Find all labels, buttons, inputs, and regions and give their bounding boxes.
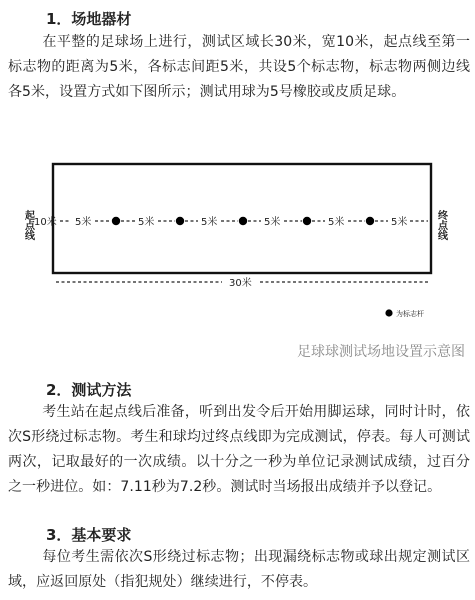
end-line-label: 终点线: [435, 210, 447, 240]
section-2-heading: 2．测试方法: [46, 381, 132, 399]
section-3-paragraph: [8, 545, 470, 595]
figure-caption: 足球球测试场地设置示意图: [297, 344, 465, 360]
marker-pole-4: [303, 217, 311, 225]
segment-label-3: 5米: [264, 217, 281, 228]
legend: [385, 309, 424, 318]
length-dimension: [56, 276, 428, 289]
legend-label: 为标志杆: [396, 310, 424, 318]
length-label: 30米: [229, 278, 252, 289]
section-3-text: 每位考生需依次S形绕过标志物；出现漏绕标志物或球出规定测试区域，应返回原处（指犯规处）继续进行，不停表。: [8, 549, 470, 590]
section-1-heading: 1．场地器材: [46, 10, 132, 28]
marker-pole-3: [239, 217, 247, 225]
section-2-paragraph: [8, 400, 470, 500]
section-3-heading: 3．基本要求: [46, 526, 132, 544]
field-diagram: [0, 140, 475, 340]
width-label: 10米: [34, 217, 57, 228]
marker-pole-1: [112, 217, 120, 225]
segment-label-0: 5米: [75, 217, 92, 228]
segment-label-4: 5米: [328, 217, 345, 228]
segment-label-1: 5米: [138, 217, 155, 228]
section-1-text: 在平整的足球场上进行，测试区域长30米，宽10米，起点线至第一标志物的距离为5米，各标志间距5米，共设5个标志物，标志物两侧边线各5米，设置方式如下图所示；测试用球为5号橡胶或皮质足球。: [8, 34, 470, 100]
start-line-label: 起点线: [22, 210, 34, 240]
section-1-paragraph: [8, 30, 470, 105]
legend-marker-icon: [385, 309, 392, 316]
segment-label-2: 5米: [201, 217, 218, 228]
marker-pole-2: [176, 217, 184, 225]
section-2-text: 考生站在起点线后准备，听到出发令后开始用脚运球，同时计时，依次S形绕过标志物。考生和球均过终点线即为完成测试，停表。每人可测试两次，记取最好的一次成绩。以十分之一秒为单位记录测试成绩，过百分之一秒进位。如：7.11秒为7.2秒。测试时当场报出成绩并予以登记。: [8, 404, 470, 495]
marker-pole-5: [366, 217, 374, 225]
segment-label-5: 5米: [391, 217, 408, 228]
center-track: [60, 215, 428, 228]
